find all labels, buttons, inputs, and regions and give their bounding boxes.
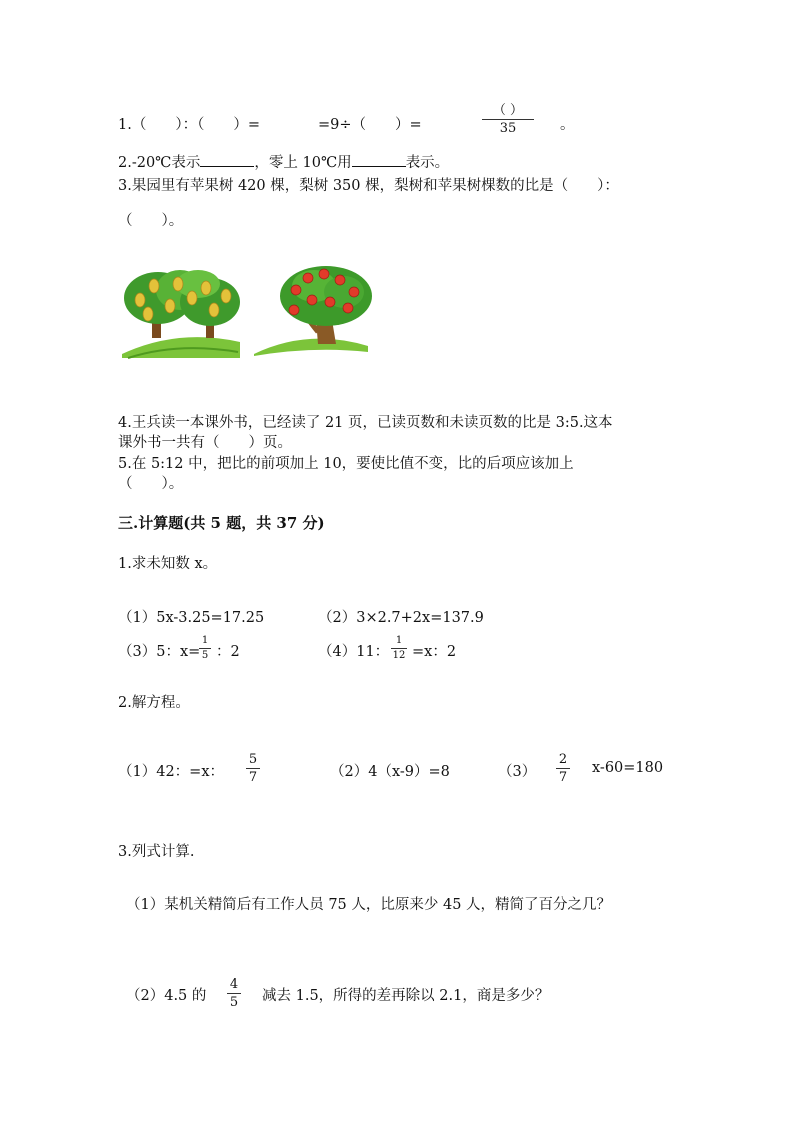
q5-line2: （ ）。	[118, 476, 184, 492]
p3-q2-num: 4	[229, 977, 239, 992]
p2-c-den: 7	[558, 770, 568, 785]
q3-line2: （ ）。	[118, 213, 184, 229]
q1-end: 。	[560, 117, 575, 133]
q5-line1: 5.在 5:12 中，把比的前项加上 10，要使比值不变，比的后项应该加上	[118, 456, 574, 472]
p1-d-fraction	[391, 636, 407, 661]
p2-c-pre: （3）	[498, 764, 537, 780]
section-title: 三.计算题(共 5 题，共 37 分)	[118, 514, 325, 532]
p1-b: （2）3×2.7+2x=137.9	[318, 610, 484, 626]
q2-c: 表示。	[405, 155, 450, 171]
p3-q1: （1）某机关精简后有工作人员 75 人，比原来少 45 人，精简了百分之几？	[126, 897, 612, 913]
q2-line	[118, 151, 449, 172]
p1-title: 1.求未知数 x。	[118, 556, 218, 572]
p1-c-fraction	[199, 636, 211, 661]
q2-a: 2.-20℃表示	[118, 155, 201, 171]
q1-part-a: 1.（ ）：（ ）=	[118, 117, 260, 133]
p2-a-num: 5	[248, 752, 258, 767]
p1-d-pre: （4）11：	[318, 644, 390, 660]
q4-line1: 4.王兵读一本课外书，已经读了 21 页，已读页数和未读页数的比是 3:5.这本	[118, 415, 613, 431]
p1-d-den: 12	[392, 650, 406, 661]
p2-a-den: 7	[248, 770, 258, 785]
pear-tree-image	[122, 270, 240, 358]
p2-c-post: x-60=180	[592, 760, 664, 776]
p3-q2-den: 5	[229, 995, 239, 1010]
q3-line1: 3.果园里有苹果树 420 棵，梨树 350 棵，梨树和苹果树棵数的比是（ ）：	[118, 178, 619, 194]
p1-d-post: =x：2	[412, 644, 457, 660]
p2-b: （2）4（x-9）=8	[330, 764, 450, 780]
p1-c-post: ：2	[216, 644, 240, 660]
p1-c-num: 1	[201, 635, 209, 646]
p2-c-num: 2	[558, 752, 568, 767]
q1-frac-num: （ ）	[492, 103, 524, 118]
p1-c-pre: （3）5：x=	[118, 644, 201, 660]
p2-a-fraction	[246, 753, 260, 784]
q1-part-b: =9÷（ ）=	[318, 117, 422, 133]
q2-blank-1[interactable]	[200, 154, 254, 167]
p1-c-den: 5	[201, 650, 209, 661]
p3-q2-pre: （2）4.5 的	[126, 988, 207, 1004]
p1-a: （1）5x-3.25=17.25	[118, 610, 265, 626]
p2-title: 2.解方程。	[118, 695, 190, 711]
p2-a-pre: （1）42：=x：	[118, 764, 225, 780]
q2-blank-2[interactable]	[352, 154, 406, 167]
q1-fraction	[482, 104, 534, 135]
p3-q2-post: 减去 1.5，所得的差再除以 2.1，商是多少？	[262, 988, 550, 1004]
q2-b: ，零上 10℃用	[254, 155, 352, 171]
q4-line2: 课外书一共有（ ）页。	[118, 435, 292, 451]
p2-c-fraction	[556, 753, 570, 784]
p3-title: 3.列式计算.	[118, 844, 195, 860]
trees-illustration	[118, 262, 378, 360]
p1-d-num: 1	[395, 635, 403, 646]
apple-tree-image	[254, 266, 372, 356]
q1-frac-den: 35	[499, 121, 517, 136]
p3-q2-fraction	[227, 978, 241, 1009]
